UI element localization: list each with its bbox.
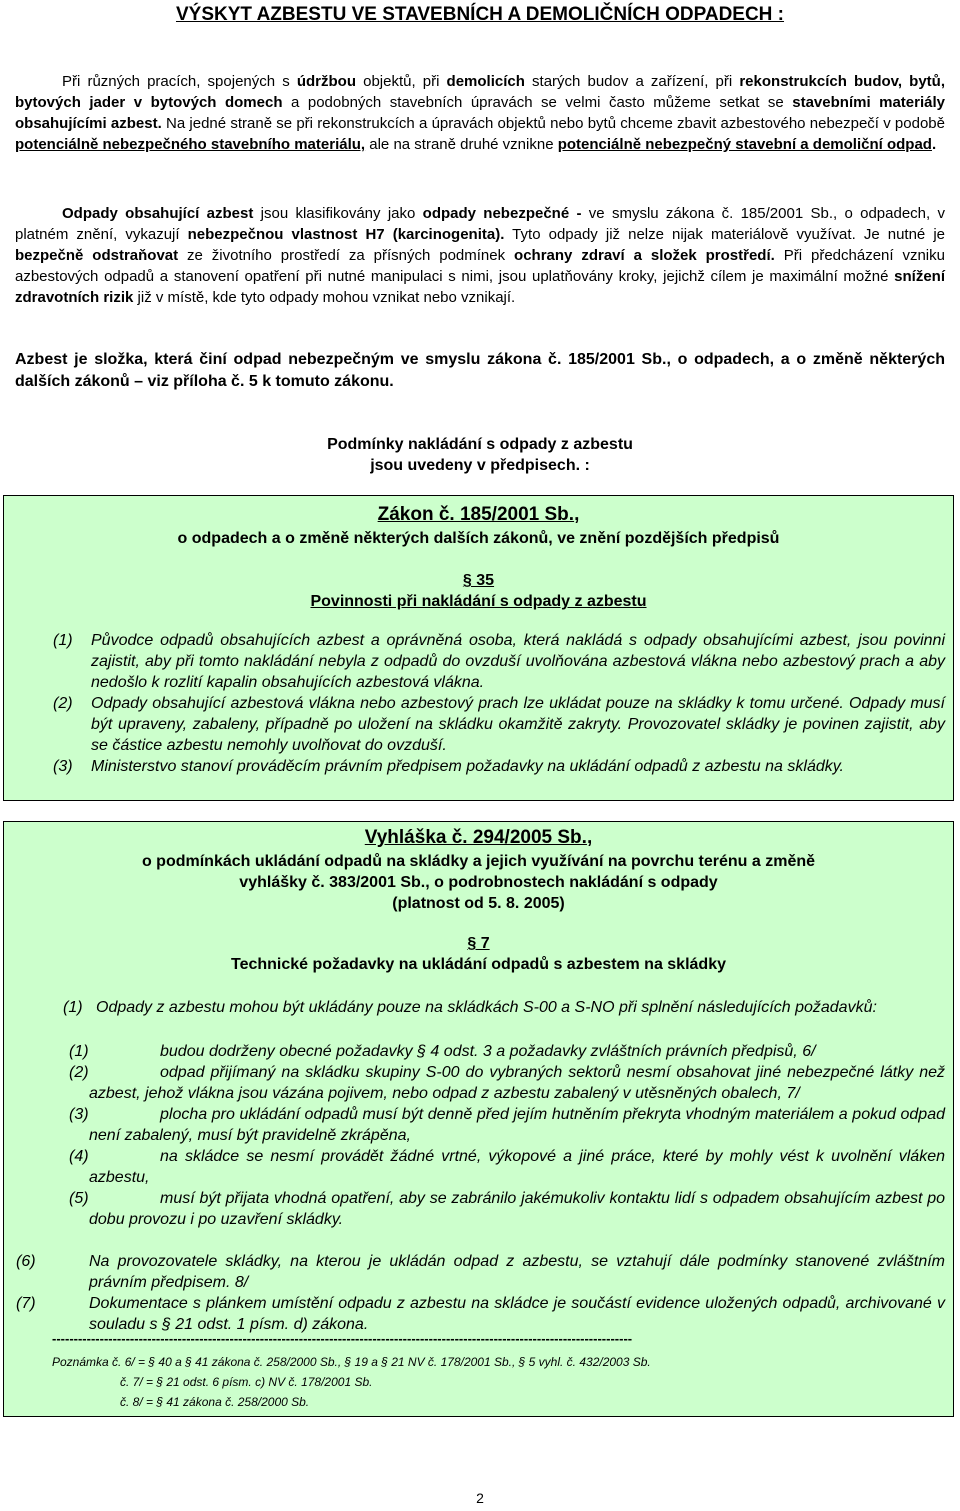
decree-294-subtitle: o podmínkách ukládání odpadů na skládky a jejich využívání na povrchu terénu a změně	[141, 853, 816, 870]
footnote: č. 8/ = § 41 zákona č. 258/2000 Sb.	[120, 1395, 310, 1409]
decree-294-intro: (1) Odpady z azbestu mohou být ukládány pouze na skládkách S-00 a S-NO při splnění následujících požadavků:	[63, 999, 877, 1016]
list-item: (5) musí být přijata vhodná opatření, aby se zabránilo jakémukoliv kontaktu lidí s odpadem obsahujícím azbest po dobu provozu i po uzavření skládky.	[69, 1190, 945, 1228]
law-185-list	[53, 630, 945, 777]
decree-294-requirements	[69, 1041, 945, 1230]
list-item: (7) Dokumentace s plánkem umístění odpadu z azbestu na skládce je součástí evidence uložených odpadů, archivované v souladu s § 21 odst. 1 písm. d) zákona.	[16, 1295, 945, 1333]
law-185-box	[3, 495, 954, 801]
list-item: (4) na skládce se nesmí provádět žádné vrtné, výkopové a jiné práce, které by mohly vést k uvolnění vláken azbestu,	[69, 1148, 945, 1186]
hazard-statement: Azbest je složka, která činí odpad nebezpečným ve smyslu zákona č. 185/2001 Sb., o odpadech, a o změně některých dalších zákonů – viz příloha č. 5 k tomuto zákonu.	[15, 351, 945, 390]
law-185-subtitle: o odpadech a o změně některých dalších zákonů, ve znění pozdějších předpisů	[177, 530, 780, 547]
page-number: 2	[476, 1490, 484, 1506]
list-item: (2) odpad přijímaný na skládku skupiny S-00 do vybraných sektorů nesmí obsahovat jiné nebezpečné látky než azbest, jehož vlákna jsou vázána pojivem, nebo odpad z azbestu zabalený v utěsněných obalech, 7/	[69, 1064, 945, 1102]
decree-294-box	[3, 821, 954, 1417]
list-item: (6) Na provozovatele skládky, na kterou je ukládán odpad z azbestu, se vztahují dále podmínky stanovené zvláštním právním předpisem. 8/	[16, 1253, 945, 1291]
law-185-section: § 35	[462, 572, 495, 589]
intro-paragraph: Při různých pracích, spojených s údržbou objektů, při demolicích starých budov a zařízení, při rekonstrukcích budov, bytů, bytových jader v bytových domech a podobných stavebních úpravách se velmi často můžeme setkat se stavebními materiály obsahujícími azbest. Na jedné straně se při rekonstrukcích a úpravách objektů nebo bytů chceme zbavit azbestového nebezpečí v podobě potenciálně nebezpečného stavebního materiálu, ale na straně druhé vznikne potenciálně nebezpečný stavební a demoliční odpad.	[15, 73, 946, 153]
law-185-title: Zákon č. 185/2001 Sb.,	[377, 504, 580, 525]
list-item: (3) plocha pro ukládání odpadů musí být denně před jejím hutněním překryta vhodným materiálem a pokud odpad není zabalený, musí být pravidelně zkrápěna,	[69, 1106, 945, 1144]
page-title: VÝSKYT AZBESTU VE STAVEBNÍCH A DEMOLIČNÍCH ODPADECH :	[175, 4, 785, 25]
decree-294-section: § 7	[467, 935, 490, 952]
conditions-heading: Podmínky nakládání s odpady z azbestu jsou uvedeny v předpisech. :	[327, 436, 633, 474]
decree-294-title: Vyhláška č. 294/2005 Sb.,	[364, 827, 593, 848]
decree-294-validity: (platnost od 5. 8. 2005)	[392, 895, 565, 912]
decree-294-subtitle: vyhlášky č. 383/2001 Sb., o podrobnostech nakládání s odpady	[239, 874, 718, 891]
footnote: č. 7/ = § 21 odst. 6 písm. c) NV č. 178/2001 Sb.	[120, 1375, 373, 1389]
list-item: (3) Ministerstvo stanoví prováděcím právním předpisem požadavky na ukládání odpadů z azbestu na skládky.	[53, 758, 844, 775]
list-item: (2) Odpady obsahující azbestová vlákna nebo azbestový prach lze ukládat pouze na skládky k tomu určené. Odpady musí být upraveny, zabaleny, případně po uložení na skládku okamžitě zakryty. Provozovatel skládky je povinen zajistit, aby se částice azbestu nemohly uvolňovat do ovzduší.	[53, 695, 945, 754]
list-item: (1) budou dodrženy obecné požadavky § 4 odst. 3 a požadavky zvláštních právních předpisů, 6/	[69, 1043, 816, 1060]
classification-paragraph: Odpady obsahující azbest jsou klasifikovány jako odpady nebezpečné - ve smyslu zákona č. 185/2001 Sb., o odpadech, v platném znění, vykazují nebezpečnou vlastnost H7 (karcinogenita). Tyto odpady již nelze nijak materiálově využívat. Je nutné je bezpečně odstraňovat ze životního prostředí za přísných podmínek ochrany zdraví a složek prostředí. Při předcházení vzniku azbestových odpadů a stanovení opatření při nutné manipulaci s nimi, jsou uplatňovány kroky, jejichž cílem je maximální možné snížení zdravotních rizik již v místě, kde tyto odpady mohou vznikat nebo vznikají.	[15, 205, 945, 306]
footnote: Poznámka č. 6/ = § 40 a § 41 zákona č. 258/2000 Sb., § 19 a § 21 NV č. 178/2001 Sb., § 5 vyhl. č. 432/2003 Sb.	[52, 1355, 651, 1369]
footnotes	[52, 1352, 932, 1412]
decree-294-section-title: Technické požadavky na ukládání odpadů s azbestem na skládky	[231, 956, 726, 973]
list-item: (1) Původce odpadů obsahujících azbest a oprávněná osoba, která nakládá s odpady obsahujícími azbest, jsou povinni zajistit, aby při tomto nakládání nebyla z odpadů do ovzduší uvolňována azbestová vlákna nebo azbestový prach a aby nedošlo k rozlití kapalin obsahujících azbestová vlákna.	[53, 632, 945, 691]
law-185-section-title: Povinnosti při nakládání s odpady z azbestu	[310, 593, 647, 610]
separator-line: --------------------------------------------------------------------------------------------------------------------------------------	[52, 1332, 633, 1346]
decree-294-paragraphs	[16, 1251, 945, 1335]
